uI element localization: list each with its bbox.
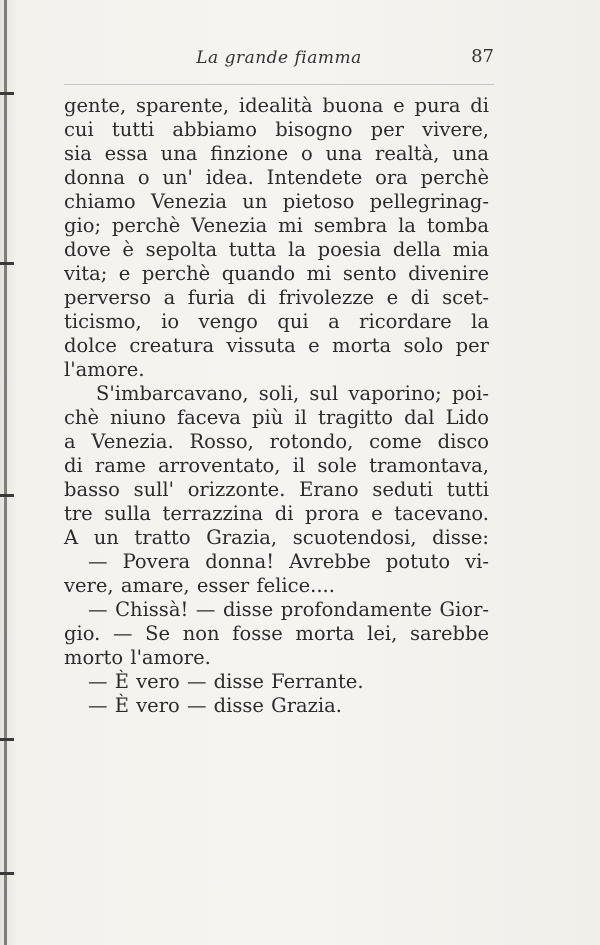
text-line: tre sulla terrazzina di prora e tacevano. [64, 502, 489, 525]
text-line: ticismo, io vengo qui a ricordare la [64, 310, 489, 333]
text-line: chiamo Venezia un pietoso pellegrinag- [64, 190, 489, 213]
text-line: di rame arroventato, il sole tramontava, [64, 454, 489, 477]
page-binding-edge [4, 0, 7, 945]
binding-mark [0, 738, 14, 741]
binding-mark [0, 494, 14, 497]
text-line: vita; e perchè quando mi sento divenire [64, 262, 489, 285]
text-line: dolce creatura vissuta e morta solo per [64, 334, 489, 357]
text-line: cui tutti abbiamo bisogno per vivere, [64, 118, 489, 141]
text-line: perverso a furia di frivolezze e di scet- [64, 286, 489, 309]
page-number: 87 [471, 46, 494, 67]
dialog-line: — Povera donna! Avrebbe potuto vi- [88, 550, 489, 573]
text-line: dove è sepolta tutta la poesia della mia [64, 238, 489, 261]
page-header [64, 46, 494, 74]
text-line: l'amore. [64, 358, 145, 381]
binding-mark [0, 92, 14, 95]
dialog-line: — È vero — disse Ferrante. [88, 670, 364, 693]
binding-mark [0, 872, 14, 875]
paragraph-start: S'imbarcavano, soli, sul vaporino; poi- [96, 382, 489, 405]
dialog-line: — Chissà! — disse profondamente Gior- [88, 598, 489, 621]
text-line: morto l'amore. [64, 646, 211, 669]
text-line: gio. — Se non fosse morta lei, sarebbe [64, 622, 489, 645]
text-line: sia essa una finzione o una realtà, una [64, 142, 489, 165]
running-title: La grande fiamma [196, 48, 362, 68]
dialog-line: — È vero — disse Grazia. [88, 694, 342, 717]
text-line: basso sull' orizzonte. Erano seduti tutti [64, 478, 489, 501]
text-line: gio; perchè Venezia mi sembra la tomba [64, 214, 489, 237]
binding-mark [0, 262, 14, 265]
body-text [64, 94, 489, 718]
text-line: a Venezia. Rosso, rotondo, come disco [64, 430, 489, 453]
text-line: donna o un' idea. Intendete ora perchè [64, 166, 489, 189]
text-line: vere, amare, esser felice.... [64, 574, 335, 597]
header-rule [64, 84, 494, 85]
text-line: A un tratto Grazia, scuotendosi, disse: [64, 526, 489, 549]
text-line: gente, sparente, idealità buona e pura di [64, 94, 489, 117]
text-line: chè niuno faceva più il tragitto dal Lido [64, 406, 489, 429]
